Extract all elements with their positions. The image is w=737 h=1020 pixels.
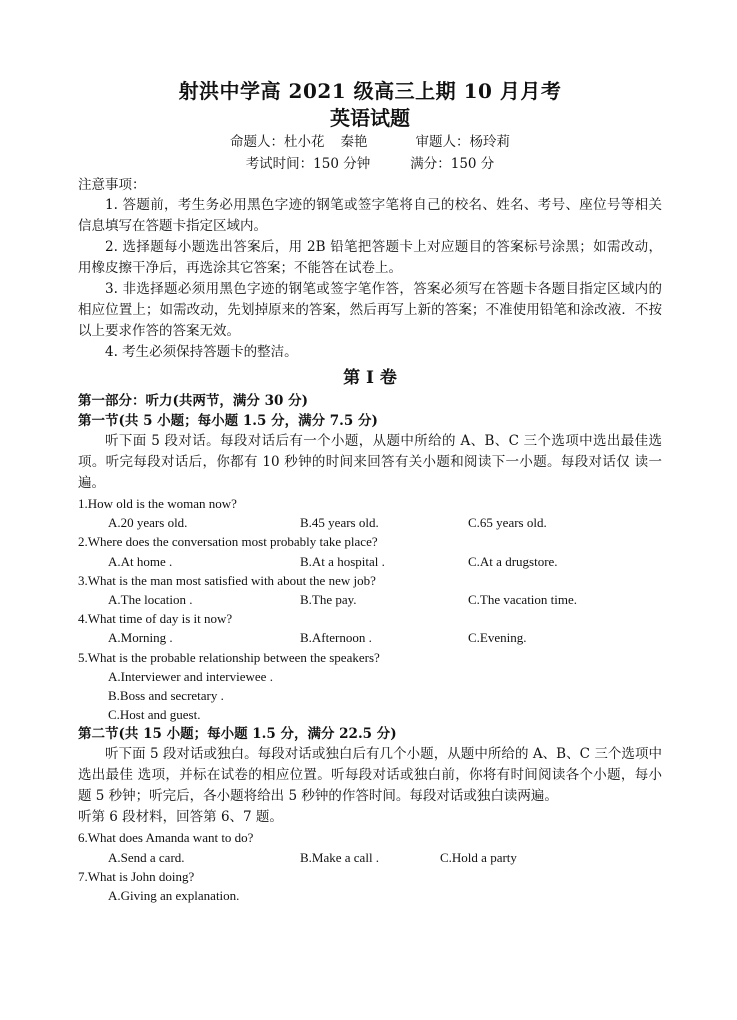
- exam-info-row: [78, 153, 662, 175]
- section2-title: 第二节(共 15 小题；每小题 1.5 分，满分 22.5 分): [78, 726, 397, 743]
- option-c: C.The vacation time.: [468, 591, 578, 607]
- option-c: C.65 years old.: [468, 515, 547, 531]
- question-stem: 6.What does Amanda want to do?: [78, 830, 254, 846]
- section1-instructions: 听下面 5 段对话。每段对话后有一个小题，从题中所给的 A、B、C 三个选项中选出最佳选项。听完每段对话后，你都有 10 秒钟的时间来回答有关小题和阅读下一小题。每段对话仅 读一遍。: [78, 433, 662, 491]
- option-a: A.Interviewer and interviewee .: [108, 668, 273, 684]
- question-options: [78, 513, 662, 532]
- reviewer-label: 审题人：杨玲莉: [415, 134, 510, 150]
- exam-subject: 英语试题: [330, 106, 410, 130]
- notice-item-1: 1. 答题前，考生务必用黑色字迹的钢笔或签字笔将自己的校名、姓名、考号、座位号等相关信息填写在答题卡指定区域内。: [78, 197, 662, 234]
- notice-item-2: 2. 选择题每小题选出答案后，用 2B 铅笔把答题卡上对应题目的答案标号涂黑；如需改动，用橡皮擦干净后，再选涂其它答案；不能答在试卷上。: [78, 239, 662, 276]
- option-a: A.The location .: [108, 591, 193, 607]
- option-b: B.Afternoon .: [300, 630, 372, 646]
- part1-title: 第一部分：听力(共两节，满分 30 分): [78, 393, 308, 409]
- option-c: C.Hold a party: [440, 849, 517, 865]
- section2-instructions: 听下面 5 段对话或独白。每段对话或独白后有几个小题，从题中所给的 A、B、C 三个选项中选出最佳 选项，并标在试卷的相应位置。听每段对话或独白前，你将有时间阅读各个小题，每小题 5 秒钟；听完后，各小题将给出 5 秒钟的作答时间。每段对话或独白读两遍。: [78, 746, 662, 805]
- section1-title: 第一节(共 5 小题；每小题 1.5 分，满分 7.5 分): [78, 413, 378, 429]
- question-stem: 1.How old is the woman now?: [78, 496, 237, 511]
- co-setter-label: 秦艳: [340, 134, 368, 150]
- notice-item-3: 3. 非选择题必须用黑色字迹的钢笔或签字笔作答，答案必须写在答题卡各题目指定区域内的相应位置上；如需改动，先划掉原来的答案，然后再写上新的答案；不准使用铅笔和涂改液．不按以上要求作答的答案无效。: [78, 281, 662, 339]
- option-c: C.At a drugstore.: [468, 553, 558, 569]
- material-note: 听第 6 段材料，回答第 6、7 题。: [78, 809, 283, 826]
- option-a: A.Giving an explanation.: [108, 887, 240, 903]
- option-a: A.At home .: [108, 553, 173, 569]
- exam-page: [78, 78, 662, 905]
- option-a: A.Morning .: [108, 630, 173, 646]
- volume-title: 第 I 卷: [343, 368, 397, 388]
- question-stem: 4.What time of day is it now?: [78, 611, 233, 627]
- authors-row: [78, 131, 662, 153]
- option-b: B.The pay.: [300, 591, 357, 607]
- question-options: [78, 552, 662, 571]
- option-c: C.Host and guest.: [108, 707, 201, 723]
- option-a: A.Send a card.: [108, 849, 185, 865]
- exam-time: 考试时间：150 分钟: [245, 156, 371, 172]
- question-options: [78, 628, 662, 647]
- question-stem: 7.What is John doing?: [78, 868, 195, 884]
- option-c: C.Evening.: [468, 630, 527, 646]
- question-stem: 2.Where does the conversation most probably take place?: [78, 534, 378, 550]
- question-options: [78, 848, 662, 867]
- option-b: B.At a hospital .: [300, 553, 385, 569]
- option-a: A.20 years old.: [108, 515, 188, 531]
- full-score: 满分：150 分: [410, 156, 495, 172]
- option-b: B.Boss and secretary .: [108, 687, 224, 703]
- exam-title: 射洪中学高 2021 级高三上期 10 月月考: [178, 79, 562, 103]
- question-stem: 3.What is the man most satisfied with about the new job?: [78, 572, 376, 588]
- setter-label: 命题人：杜小花: [230, 134, 325, 150]
- question-options: [78, 590, 662, 609]
- option-b: B.45 years old.: [300, 515, 379, 531]
- option-b: B.Make a call .: [300, 849, 380, 865]
- notice-item-4: 4. 考生必须保持答题卡的整洁。: [105, 344, 298, 360]
- question-stem: 5.What is the probable relationship between the speakers?: [78, 649, 380, 665]
- notice-heading: 注意事项：: [78, 177, 146, 193]
